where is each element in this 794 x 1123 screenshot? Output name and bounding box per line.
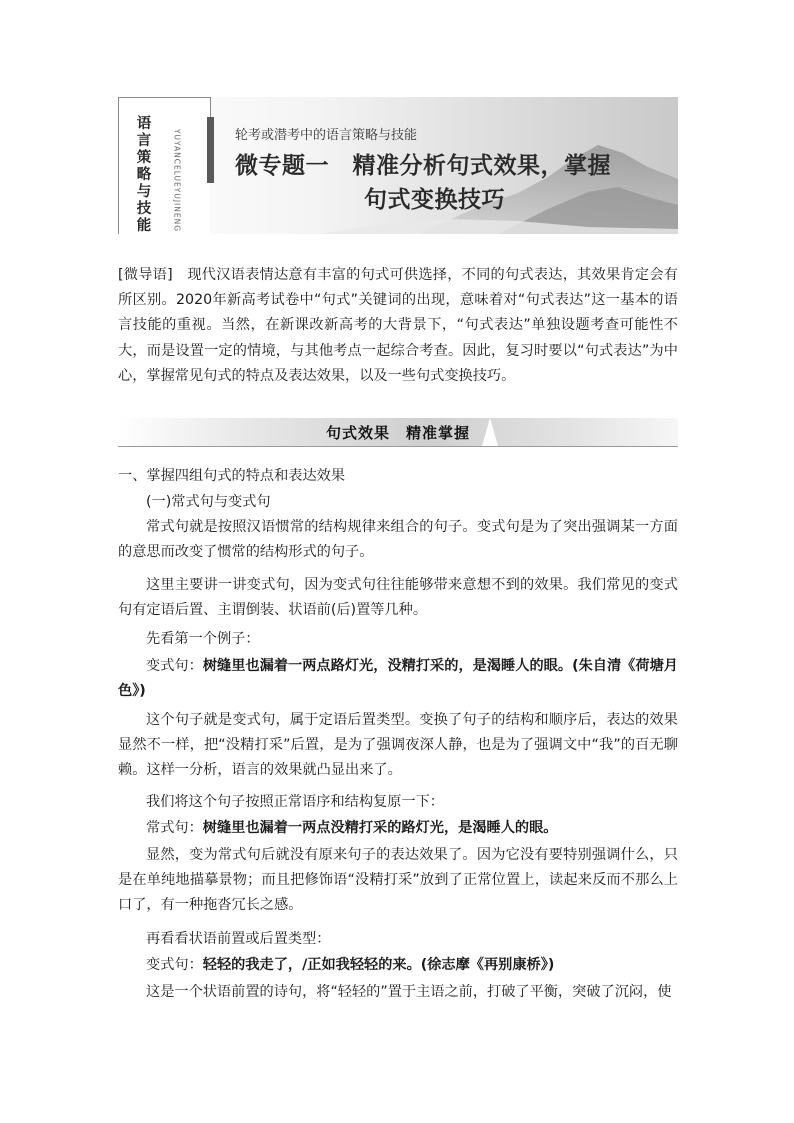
side-title: 语言策略与技能: [136, 116, 152, 234]
example-2-label: 常式句：: [146, 820, 203, 836]
section-heading-rule: [118, 446, 678, 447]
page-title-line2: 句式变换技巧: [364, 187, 505, 213]
paragraph-3: 先看第一个例子：: [146, 631, 260, 647]
example-3: [118, 953, 678, 978]
example-1-label: 变式句：: [146, 658, 203, 674]
side-pinyin: YUYANCELUEYUJINENG: [172, 128, 182, 233]
accent-bar: [207, 117, 214, 183]
paragraph-7: 再看看状语前置或后置类型：: [146, 931, 331, 947]
paragraph-2: 这里主要讲一讲变式句，因为变式句往往能够带来意想不到的效果。我们常见的变式句有定语后置、主谓倒装、状语前(后)置等几种。: [118, 577, 678, 619]
intro-paragraph: [微导语] 现代汉语表情达意有丰富的句式可供选择，不同的句式表达，其效果肯定会有所区别。2020年新高考试卷中“句式”关键词的出现，意味着对“句式表达”这一基本的语言技能的重视。当然，在新课改新高考的大背景下，“句式表达”单独设题考查可能性不大，而是设置一定的情境，与其他考点一起综合考查。因此，复习时要以“句式表达”为中心，掌握常见句式的特点及表达效果，以及一些句式变换技巧。: [118, 267, 678, 384]
example-3-label: 变式句：: [146, 957, 203, 973]
example-2-text: 树缝里也漏着一两点没精打采的路灯光，是渴睡人的眼。: [202, 820, 558, 836]
banner-subtitle: 轮考或潜考中的语言策略与技能: [235, 128, 418, 143]
heading-level2: (一)常式句与变式句: [146, 494, 271, 510]
example-1: [118, 654, 678, 704]
example-1-text: 树缝里也漏着一两点路灯光，没精打采的，是渴睡人的眼。(朱自清《荷塘月色》): [118, 658, 678, 700]
section-title: 句式效果 精准掌握: [325, 424, 470, 442]
paragraph-5: 我们将这个句子按照正常语序和结构复原一下：: [146, 794, 444, 810]
paragraph-1: 常式句就是按照汉语惯常的结构规律来组合的句子。变式句是为了突出强调某一方面的意思而改变了惯常的结构形式的句子。: [118, 519, 678, 561]
side-label-box: [118, 97, 210, 234]
example-3-text: 轻轻的我走了，/正如我轻轻的来。(徐志摩《再别康桥》): [202, 957, 555, 973]
example-2: [118, 816, 678, 841]
paragraph-6: 显然，变为常式句后就没有原来句子的表达效果了。因为它没有要特别强调什么，只是在单纯地描摹景物；而且把修饰语“没精打采”放到了正常位置上，读起来反而不那么上口了，有一种拖沓冗长之感。: [118, 847, 678, 914]
paragraph-8: 这是一个状语前置的诗句，将“轻轻的”置于主语之前，打破了平衡，突破了沉闷，使: [146, 984, 672, 1000]
header-banner: [118, 97, 678, 234]
heading-level1: 一、掌握四组句式的特点和表达效果: [118, 468, 346, 484]
paragraph-4: 这个句子就是变式句，属于定语后置类型。变换了句子的结构和顺序后，表达的效果显然不一样，把“没精打采”后置，是为了强调夜深人静，也是为了强调文中“我”的百无聊赖。这样一分析，语言的效果就凸显出来了。: [118, 712, 678, 779]
section-heading: [118, 418, 678, 446]
divider: [210, 97, 211, 119]
page-title-line1: 微专题一 精准分析句式效果，掌握: [235, 153, 611, 179]
